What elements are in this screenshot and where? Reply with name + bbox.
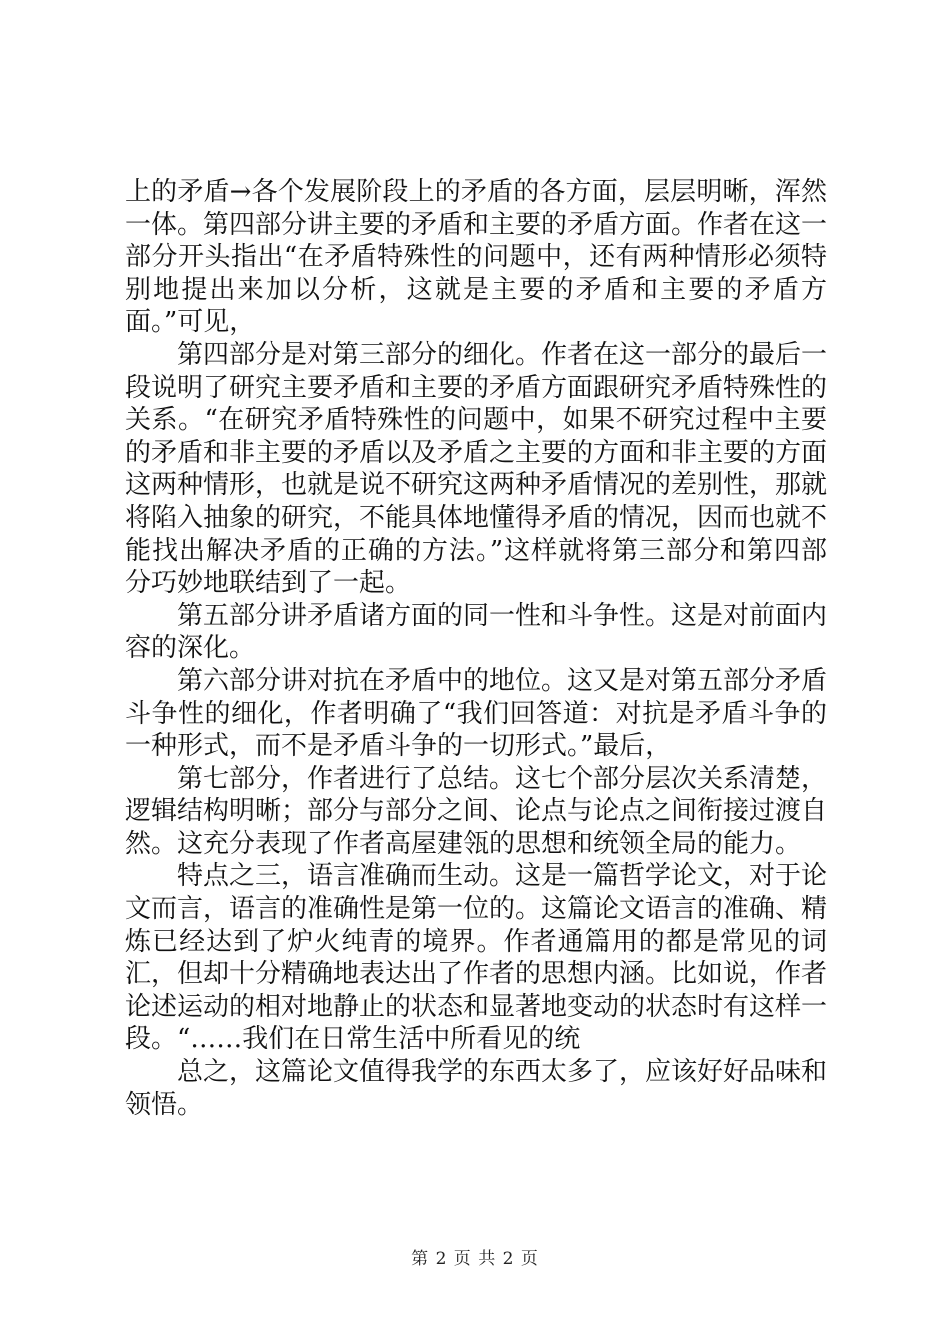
paragraph-part-seven: 第七部分，作者进行了总结。这七个部分层次关系清楚，逻辑结构明晰；部分与部分之间、论点与论点之间衔接过渡自然。这充分表现了作者高屋建瓴的思想和统领全局的能力。 [125,763,828,859]
paragraph-part-four: 第四部分是对第三部分的细化。作者在这一部分的最后一段说明了研究主要矛盾和主要的矛盾方面跟研究矛盾特殊性的关系。“在研究矛盾特殊性的问题中，如果不研究过程中主要的矛盾和非主要的矛盾以及矛盾之主要的方面和非主要的方面这两种情形，也就是说不研究这两种矛盾情况的差别性，那就将陷入抽象的研究，不能具体地懂得矛盾的情况，因而也就不能找出解决矛盾的正确的方法。”这样就将第三部分和第四部分巧妙地联结到了一起。 [125,339,828,599]
body-text [125,176,827,1121]
paragraph-part-five: 第五部分讲矛盾诸方面的同一性和斗争性。这是对前面内容的深化。 [125,600,828,664]
paragraph-feature-three: 特点之三，语言准确而生动。这是一篇哲学论文，对于论文而言，语言的准确性是第一位的。这篇论文语言的准确、精炼已经达到了炉火纯青的境界。作者通篇用的都是常见的词汇，但却十分精确地表达出了作者的思想内涵。比如说，作者论述运动的相对地静止的状态和显著地变动的状态时有这样一段。“……我们在日常生活中所看见的统 [125,861,828,1055]
paragraph-continuation: 上的矛盾→各个发展阶段上的矛盾的各方面，层层明晰，浑然一体。第四部分讲主要的矛盾和主要的矛盾方面。作者在这一部分开头指出“在矛盾特殊性的问题中，还有两种情形必须特别地提出来加以分析，这就是主要的矛盾和主要的矛盾方面。”可见， [125,177,828,338]
page-footer: 第 2 页 共 2 页 [411,1249,539,1269]
paragraph-conclusion: 总之，这篇论文值得我学的东西太多了，应该好好品味和领悟。 [125,1057,828,1120]
paragraph-part-six: 第六部分讲对抗在矛盾中的地位。这又是对第五部分矛盾斗争性的细化，作者明确了“我们回答道：对抗是矛盾斗争的一种形式，而不是矛盾斗争的一切形式。”最后， [125,665,828,762]
